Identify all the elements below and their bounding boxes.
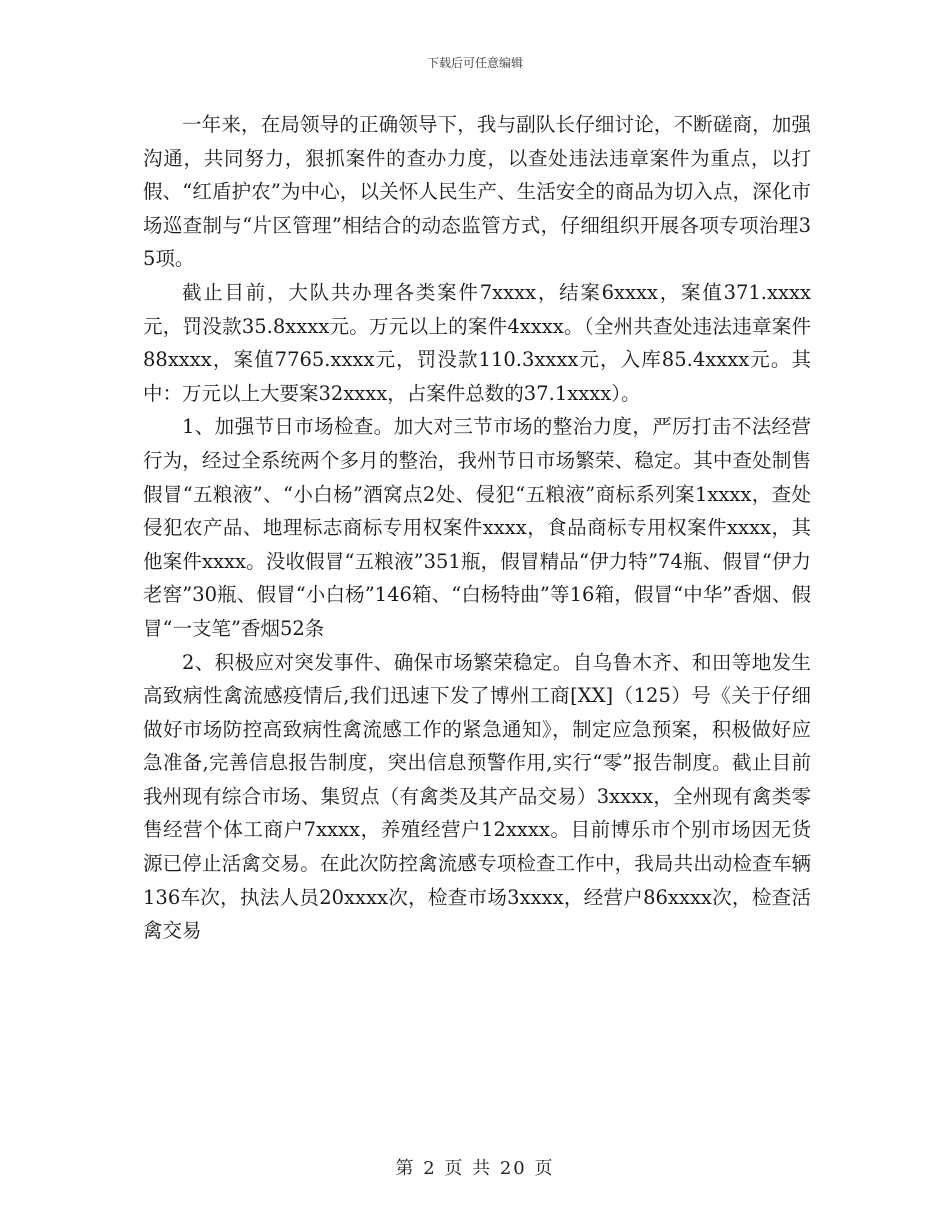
page-number: 第 2 页 共 20 页 xyxy=(395,1158,555,1179)
paragraph-4: 2、积极应对突发事件、确保市场繁荣稳定。自乌鲁木齐、和田等地发生高致病性禽流感疫情后,我们迅速下发了博州工商[XX]（125）号《关于仔细做好市场防控高致病性禽流感工作的紧急通知》，制定应急预案，积极做好应急准备,完善信息报告制度，突出信息预警作用,实行“零”报告制度。截止目前我州现有综合市场、集贸点（有禽类及其产品交易）3xxxx，全州现有禽类零售经营个体工商户7xxxx，养殖经营户12xxxx。目前博乐市个别市场因无货源已停止活禽交易。在此次防控禽流感专项检查工作中，我局共出动检查车辆136车次，执法人员20xxxx次，检查市场3xxxx，经营户86xxxx次，检查活禽交易 xyxy=(143,650,811,943)
paragraph-1: 一年来，在局领导的正确领导下，我与副队长仔细讨论，不断磋商，加强沟通，共同努力，狠抓案件的查办力度，以查处违法违章案件为重点，以打假、“红盾护农”为中心，以关怀人民生产、生活安全的商品为切入点，深化市场巡查制与“片区管理”相结合的动态监管方式，仔细组织开展各项专项治理35项。 xyxy=(143,113,811,271)
document-body xyxy=(143,108,811,948)
paragraph-3: 1、加强节日市场检查。加大对三节市场的整治力度，严厉打击不法经营行为，经过全系统两个多月的整治，我州节日市场繁荣、稳定。其中查处制售假冒“五粮液”、“小白杨”酒窝点2处、侵犯“五粮液”商标系列案1xxxx，查处侵犯农产品、地理标志商标专用权案件xxxx，食品商标专用权案件xxxx，其他案件xxxx。没收假冒“五粮液”351瓶，假冒精品“伊力特”74瓶、假冒“伊力老窖”30瓶、假冒“小白杨”146箱、“白杨特曲”等16箱，假冒“中华”香烟、假冒“一支笔”香烟52条 xyxy=(143,415,811,640)
paragraph-2: 截止目前，大队共办理各类案件7xxxx，结案6xxxx，案值371.xxxx元，罚没款35.8xxxx元。万元以上的案件4xxxx。（全州共查处违法违章案件88xxxx，案值7765.xxxx元，罚没款110.3xxxx元，入库85.4xxxx元。其中：万元以上大要案32xxxx，占案件总数的37.1xxxx）。 xyxy=(143,280,811,405)
header-note: 下载后可任意编辑 xyxy=(426,56,523,70)
